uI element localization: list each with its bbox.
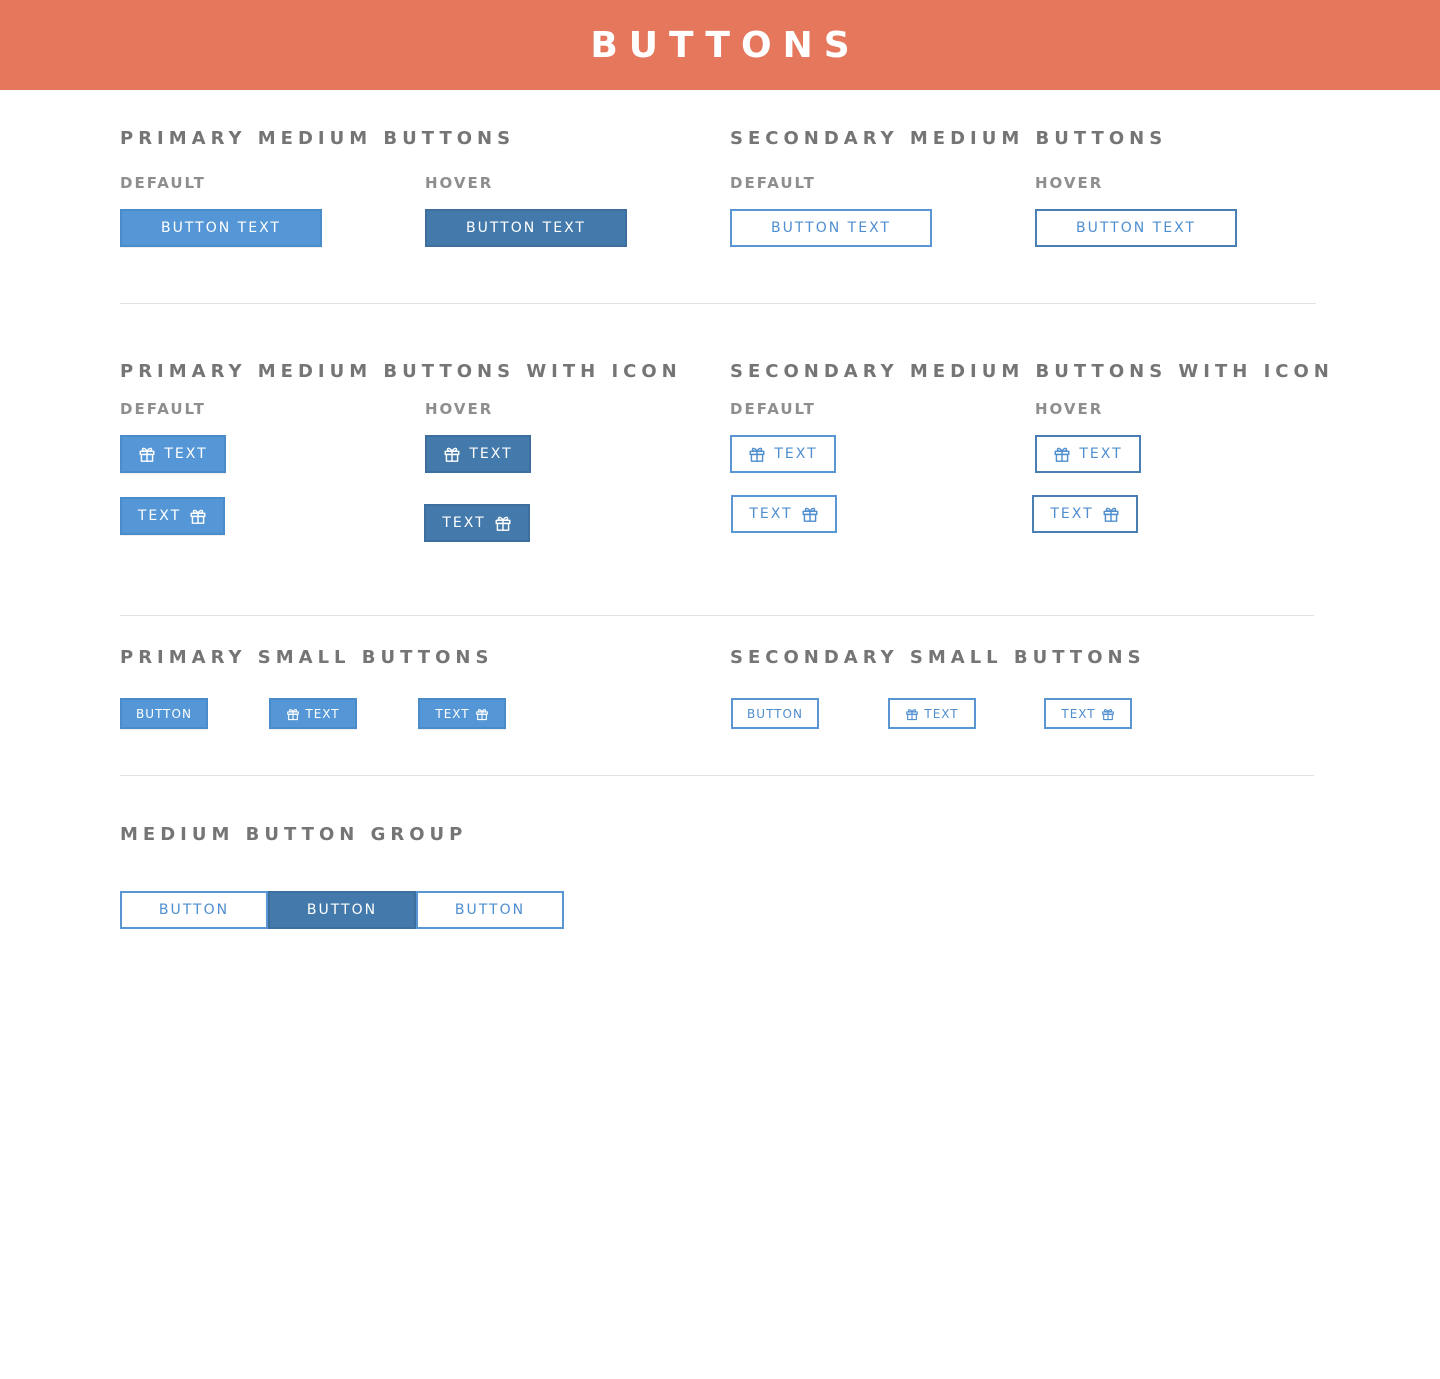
page-title: BUTTONS bbox=[590, 24, 861, 66]
secondary-icon-right-default-button[interactable] bbox=[731, 495, 837, 533]
button-label: TEXT bbox=[305, 706, 340, 721]
secondary-medium-hover-label: HOVER bbox=[1035, 174, 1104, 192]
primary-icon-title: PRIMARY MEDIUM BUTTONS WITH ICON bbox=[120, 361, 682, 382]
button-label: BUTTON bbox=[306, 902, 378, 918]
button-label: BUTTON TEXT bbox=[1076, 220, 1196, 236]
button-label: TEXT bbox=[774, 446, 818, 462]
button-label: BUTTON bbox=[158, 902, 230, 918]
section-divider bbox=[120, 615, 1314, 616]
medium-button-group bbox=[120, 891, 564, 929]
button-group-title: MEDIUM BUTTON GROUP bbox=[120, 824, 468, 845]
primary-icon-default-label: DEFAULT bbox=[120, 400, 206, 418]
secondary-small-icon-left-button[interactable] bbox=[888, 698, 976, 729]
primary-medium-hover-label: HOVER bbox=[425, 174, 494, 192]
button-label: TEXT bbox=[469, 446, 513, 462]
secondary-medium-hover-button[interactable] bbox=[1035, 209, 1237, 247]
gift-icon bbox=[1101, 707, 1115, 721]
section-divider bbox=[120, 303, 1316, 304]
primary-medium-default-button[interactable] bbox=[120, 209, 322, 247]
button-group-item-active[interactable] bbox=[268, 891, 416, 929]
secondary-icon-left-default-button[interactable] bbox=[730, 435, 836, 473]
gift-icon bbox=[286, 707, 300, 721]
secondary-small-button[interactable] bbox=[731, 698, 819, 729]
button-label: BUTTON TEXT bbox=[771, 220, 891, 236]
primary-small-title: PRIMARY SMALL BUTTONS bbox=[120, 647, 494, 668]
secondary-icon-default-label: DEFAULT bbox=[730, 400, 816, 418]
secondary-medium-default-label: DEFAULT bbox=[730, 174, 816, 192]
button-label: BUTTON bbox=[136, 706, 192, 721]
section-divider bbox=[120, 775, 1314, 776]
button-label: TEXT bbox=[442, 515, 486, 531]
primary-icon-right-hover-button[interactable] bbox=[424, 504, 530, 542]
button-label: TEXT bbox=[749, 506, 793, 522]
secondary-small-title: SECONDARY SMALL BUTTONS bbox=[730, 647, 1146, 668]
button-group-item[interactable] bbox=[120, 891, 268, 929]
gift-icon bbox=[905, 707, 919, 721]
secondary-icon-right-hover-button[interactable] bbox=[1032, 495, 1138, 533]
primary-icon-left-default-button[interactable] bbox=[120, 435, 226, 473]
primary-medium-default-label: DEFAULT bbox=[120, 174, 206, 192]
button-label: BUTTON bbox=[747, 706, 803, 721]
primary-small-icon-right-button[interactable] bbox=[418, 698, 506, 729]
button-label: TEXT bbox=[924, 706, 959, 721]
button-label: TEXT bbox=[1061, 706, 1096, 721]
gift-icon bbox=[189, 507, 207, 525]
secondary-small-icon-right-button[interactable] bbox=[1044, 698, 1132, 729]
primary-medium-hover-button[interactable] bbox=[425, 209, 627, 247]
button-label: BUTTON TEXT bbox=[161, 220, 281, 236]
gift-icon bbox=[801, 505, 819, 523]
primary-icon-right-default-button[interactable] bbox=[120, 497, 225, 535]
gift-icon bbox=[443, 445, 461, 463]
button-group-item[interactable] bbox=[416, 891, 564, 929]
button-label: TEXT bbox=[1079, 446, 1123, 462]
button-label: BUTTON bbox=[454, 902, 526, 918]
gift-icon bbox=[494, 514, 512, 532]
button-label: TEXT bbox=[435, 706, 470, 721]
primary-small-icon-left-button[interactable] bbox=[269, 698, 357, 729]
gift-icon bbox=[138, 445, 156, 463]
gift-icon bbox=[1102, 505, 1120, 523]
gift-icon bbox=[1053, 445, 1071, 463]
gift-icon bbox=[475, 707, 489, 721]
page-header bbox=[0, 0, 1440, 90]
primary-icon-hover-label: HOVER bbox=[425, 400, 494, 418]
button-label: TEXT bbox=[164, 446, 208, 462]
secondary-icon-left-hover-button[interactable] bbox=[1035, 435, 1141, 473]
secondary-medium-default-button[interactable] bbox=[730, 209, 932, 247]
button-label: TEXT bbox=[1050, 506, 1094, 522]
primary-medium-title: PRIMARY MEDIUM BUTTONS bbox=[120, 128, 516, 149]
primary-small-button[interactable] bbox=[120, 698, 208, 729]
secondary-icon-title: SECONDARY MEDIUM BUTTONS WITH ICON bbox=[730, 361, 1334, 382]
gift-icon bbox=[748, 445, 766, 463]
secondary-icon-hover-label: HOVER bbox=[1035, 400, 1104, 418]
primary-icon-left-hover-button[interactable] bbox=[425, 435, 531, 473]
button-label: TEXT bbox=[137, 508, 182, 524]
secondary-medium-title: SECONDARY MEDIUM BUTTONS bbox=[730, 128, 1168, 149]
button-label: BUTTON TEXT bbox=[466, 220, 586, 236]
